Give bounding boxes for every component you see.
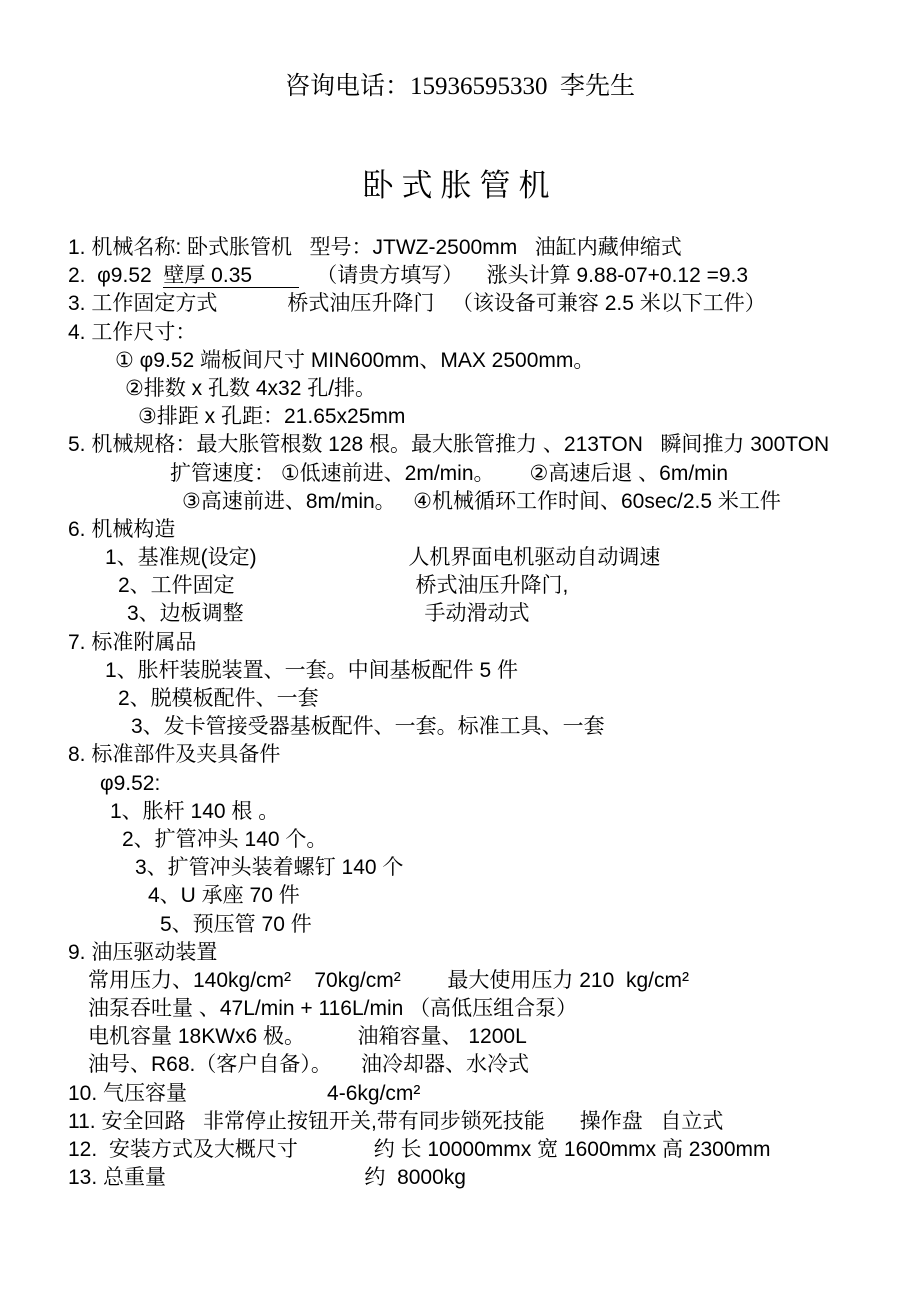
wall-thickness-suffix: （请贵方填写） 涨头计算 9.88-07+0.12 =9.3 xyxy=(298,264,749,288)
line-standard-accessories-heading: 7. 标准附属品 xyxy=(68,630,197,654)
line-work-dim-pitch: ③排距 x 孔距：21.65x25mm xyxy=(138,405,406,429)
line-accessory-rod-device: 1、胀杆装脱装置、一套。中间基板配件 5 件 xyxy=(105,658,519,682)
line-work-dim-rows-holes: ②排数 x 孔数 4x32 孔/排。 xyxy=(125,376,377,400)
line-total-weight: 13. 总重量 约 8000kg xyxy=(68,1166,466,1190)
line-machine-spec: 5. 机械规格：最大胀管根数 128 根。最大胀管推力 、213TON 瞬间推力 300TON xyxy=(68,433,830,457)
line-work-dimensions-heading: 4. 工作尺寸： xyxy=(68,320,197,344)
line-installation-size: 12. 安装方式及大概尺寸 约 长 10000mmx 宽 1600mmx 高 2300mm xyxy=(68,1138,771,1161)
line-expansion-speed-1: 扩管速度： ①低速前进、2m/min。 ②高速后退 、6m/min xyxy=(170,461,729,485)
line-hydraulic-pressure: 常用压力、140kg/cm² 70kg/cm² 最大使用压力 210 kg/cm² xyxy=(88,968,689,992)
line-hydraulic-drive-heading: 9. 油压驱动装置 xyxy=(68,940,218,964)
line-pump-capacity: 油泵吞吐量 、47L/min + 116L/min （高低压组合泵） xyxy=(88,997,578,1021)
line-part-u-seats: 4、U 承座 70 件 xyxy=(148,884,300,908)
line-machine-name-model: 1. 机械名称: 卧式胀管机 型号：JTWZ-2500mm 油缸内藏伸缩式 xyxy=(68,236,682,259)
line-structure-workpiece-fixing: 2、工件固定 桥式油压升降门, xyxy=(118,574,569,598)
line-machine-structure-heading: 6. 机械构造 xyxy=(68,517,176,541)
line-structure-side-plate: 3、边板调整 手动滑动式 xyxy=(127,602,530,626)
wall-thickness-prefix: 2. φ9.52 xyxy=(68,264,164,288)
line-air-pressure-capacity: 10. 气压容量 4-6kg/cm² xyxy=(68,1081,421,1105)
line-parts-diameter: φ9.52: xyxy=(100,771,161,795)
contact-phone-line: 咨询电话：15936595330 李先生 xyxy=(284,73,635,100)
line-expansion-speed-2: ③高速前进、8m/min。 ④机械循环工作时间、60sec/2.5 米工件 xyxy=(182,489,781,513)
line-diameter-wall-thickness xyxy=(0,262,920,290)
line-oil-type-cooler: 油号、R68.（客户自备）。 油冷却器、水冷式 xyxy=(88,1053,530,1077)
line-accessory-hairpin-receiver: 3、发卡管接受器基板配件、一套。标准工具、一套 xyxy=(131,715,605,739)
line-part-expansion-rods: 1、胀杆 140 根 。 xyxy=(110,799,280,823)
line-work-dim-end-plate: ① φ9.52 端板间尺寸 MIN600mm、MAX 2500mm。 xyxy=(115,348,595,372)
line-motor-tank-capacity: 电机容量 18KWx6 极。 油箱容量、 1200L xyxy=(88,1025,527,1049)
line-safety-circuit: 11. 安全回路 非常停止按钮开关,带有同步锁死技能 操作盘 自立式 xyxy=(68,1109,724,1133)
line-standard-parts-heading: 8. 标准部件及夹具备件 xyxy=(68,743,281,767)
line-part-punch-screws: 3、扩管冲头装着螺钉 140 个 xyxy=(135,856,404,880)
line-part-expansion-punches: 2、扩管冲头 140 个。 xyxy=(122,827,328,851)
page-title: 卧式胀管机 xyxy=(362,168,558,203)
line-work-fixing-method: 3. 工作固定方式 桥式油压升降门 （该设备可兼容 2.5 米以下工件） xyxy=(68,292,766,316)
line-accessory-stripper-plate: 2、脱模板配件、一套 xyxy=(118,687,319,710)
spec-list xyxy=(0,234,920,1192)
line-structure-datum-gauge: 1、基准规(设定) 人机界面电机驱动自动调速 xyxy=(105,546,661,570)
wall-thickness-blank-value: 壁厚 0.35 xyxy=(163,264,299,288)
line-part-preload-tubes: 5、预压管 70 件 xyxy=(160,912,312,936)
